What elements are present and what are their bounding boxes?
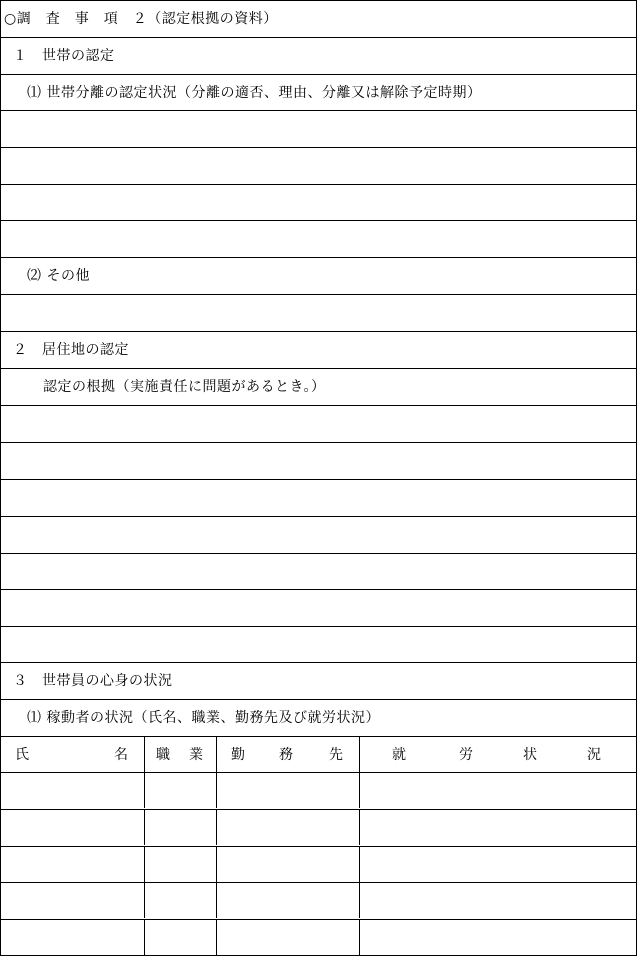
table-cell[interactable] bbox=[359, 847, 360, 882]
blank-entry-row[interactable] bbox=[1, 442, 636, 478]
table-cell[interactable] bbox=[144, 920, 145, 955]
table-row bbox=[1, 919, 636, 955]
form-title-row bbox=[1, 1, 636, 37]
section-1-heading-row bbox=[1, 37, 636, 73]
table-row bbox=[1, 882, 636, 918]
section-3-1-label: ⑴ 稼動者の状況（氏名、職業、勤務先及び就労状況） bbox=[27, 710, 380, 726]
header-status-1: 就 bbox=[392, 747, 406, 763]
column-divider bbox=[144, 737, 145, 772]
table-cell[interactable] bbox=[359, 810, 360, 845]
section-1-1-row bbox=[1, 74, 636, 110]
blank-entry-row[interactable] bbox=[1, 220, 636, 256]
section-1-1-label: ⑴ 世帯分離の認定状況（分離の適否、理由、分離又は解除予定時期） bbox=[27, 85, 482, 101]
table-cell[interactable] bbox=[359, 773, 360, 808]
blank-entry-row[interactable] bbox=[1, 479, 636, 515]
table-cell[interactable] bbox=[144, 847, 145, 882]
section-1-2-row bbox=[1, 257, 636, 293]
header-status-2: 労 bbox=[459, 747, 473, 763]
header-job-1: 職 bbox=[156, 747, 170, 763]
section-2-1-row bbox=[1, 368, 636, 404]
section-2-heading: ２ 居住地の認定 bbox=[13, 342, 129, 358]
table-cell[interactable] bbox=[216, 810, 217, 845]
table-cell[interactable] bbox=[359, 883, 360, 918]
column-divider bbox=[359, 737, 360, 772]
section-3-1-row bbox=[1, 699, 636, 735]
section-1-heading: １ 世帯の認定 bbox=[13, 48, 115, 64]
header-name-1: 氏 bbox=[15, 747, 29, 763]
section-3-heading-row bbox=[1, 662, 636, 698]
blank-entry-row[interactable] bbox=[1, 553, 636, 589]
header-work-3: 先 bbox=[329, 747, 343, 763]
header-status-3: 状 bbox=[523, 747, 537, 763]
table-row bbox=[1, 772, 636, 808]
header-status-4: 況 bbox=[587, 747, 601, 763]
table-cell[interactable] bbox=[216, 773, 217, 808]
header-work-1: 勤 bbox=[231, 747, 245, 763]
section-2-1-label: 認定の根拠（実施責任に問題があるとき。） bbox=[43, 379, 326, 395]
table-cell[interactable] bbox=[144, 810, 145, 845]
section-3-heading: ３ 世帯員の心身の状況 bbox=[13, 673, 173, 689]
worker-table-header bbox=[1, 736, 636, 772]
table-cell[interactable] bbox=[216, 920, 217, 955]
blank-entry-row[interactable] bbox=[1, 405, 636, 441]
header-work-2: 務 bbox=[279, 747, 293, 763]
table-cell[interactable] bbox=[216, 847, 217, 882]
blank-entry-row[interactable] bbox=[1, 184, 636, 220]
ruled-line bbox=[0, 589, 637, 590]
table-row bbox=[1, 809, 636, 845]
table-cell[interactable] bbox=[144, 773, 145, 808]
section-1-2-label: ⑵ その他 bbox=[27, 268, 90, 284]
blank-entry-row[interactable] bbox=[1, 110, 636, 146]
blank-entry-row[interactable] bbox=[1, 294, 636, 330]
header-job-2: 業 bbox=[189, 747, 203, 763]
table-cell[interactable] bbox=[144, 883, 145, 918]
blank-entry-row[interactable] bbox=[1, 147, 636, 183]
table-cell[interactable] bbox=[359, 920, 360, 955]
blank-entry-row[interactable] bbox=[1, 626, 636, 662]
header-name-2: 名 bbox=[114, 747, 128, 763]
section-2-heading-row bbox=[1, 331, 636, 367]
column-divider bbox=[216, 737, 217, 772]
table-row bbox=[1, 846, 636, 882]
table-cell[interactable] bbox=[216, 883, 217, 918]
form-title: ○調 査 事 項 ２（認定根拠の資料） bbox=[4, 11, 278, 27]
blank-entry-row[interactable] bbox=[1, 516, 636, 552]
